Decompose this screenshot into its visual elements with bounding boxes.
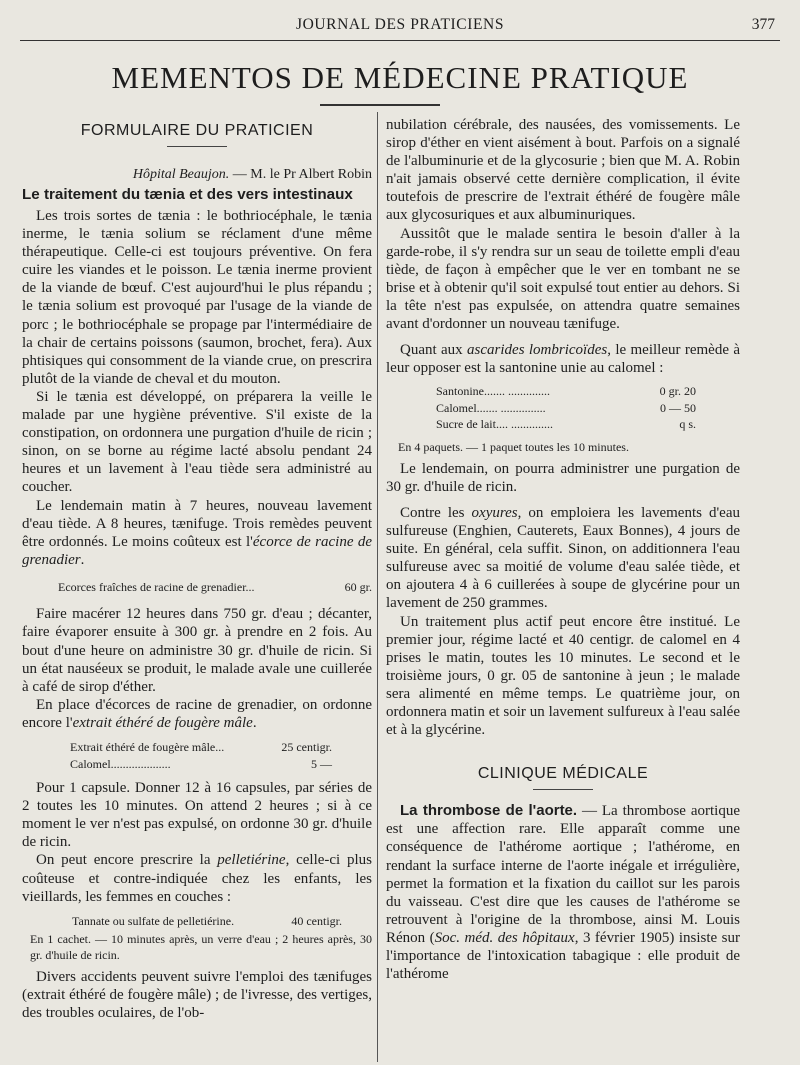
text-run: Le lendemain matin à 7 heures, nouveau lavement d'eau tiède. A 8 heures, tænifuge. Trois remèdes peuvent être ordonnés. Le moins coûteux est l'	[22, 497, 372, 550]
left-column	[22, 118, 372, 1022]
article-lead: La thrombose de l'aorte.	[400, 802, 578, 820]
article-title: Le traitement du tænia et des vers intestinaux	[22, 186, 353, 203]
prescription-row	[58, 579, 372, 596]
ingredient: Calomel....................	[70, 756, 171, 771]
spacer	[386, 496, 740, 504]
ingredient: Tannate ou sulfate de pelletiérine.	[72, 913, 235, 928]
paragraph: Divers accidents peuvent suivre l'emploi des tænifuges (extrait éthéré de fougère mâle) ; de l'ivresse, des vertiges, des troubles oculaires, de l'ob-	[22, 969, 372, 1022]
paragraph	[386, 504, 740, 613]
clinique-section	[386, 765, 740, 983]
spacer	[386, 333, 740, 341]
dose: 25 centigr.	[281, 740, 332, 755]
text-run: .	[80, 551, 85, 568]
italic-term: Soc. méd. des hôpitaux	[434, 929, 575, 946]
paragraph	[22, 497, 372, 569]
running-header	[20, 14, 780, 36]
paragraph: Un traitement plus actif peut encore être institué. Le premier jour, régime lacté et 40 centigr. de calomel en 4 prises le matin, toutes les 10 minutes. Le second et le troisième jours, 0 gr. 05 de santonine à jeun ; le malade sera alimenté en même temps. Le quatrième jour, on ordonnera matin et soir un lavement sulfureux à l'eau salée et à la glycérine.	[386, 613, 740, 739]
prescription	[58, 579, 372, 596]
prescription-row	[436, 416, 696, 433]
italic-term: extrait éthéré de fougère mâle	[72, 714, 253, 731]
byline-place: Hôpital Beaujon.	[132, 167, 230, 182]
text-run: , on emploiera les lavements d'eau sulfureuse (Enghien, Cauterets, Eaux Bonnes), 4 jours de suite. En général, cela suffit. Sinon, on additionnera l'eau sulfureuse avec sa moitié de volume d'eau salée tiède, et on ajoutera 4 à 6 cuillerées à soupe de glycérine pour un lavement de 250 grammes.	[386, 505, 740, 612]
ingredient: Sucre de lait.... ..............	[436, 417, 553, 432]
ingredient: Extrait éthéré de fougère mâle...	[70, 740, 225, 755]
dose: q s.	[679, 417, 696, 432]
section-heading-clinique: CLINIQUE MÉDICALE	[477, 765, 649, 783]
section-heading-formulaire: FORMULAIRE DU PRATICIEN	[80, 122, 314, 139]
paragraph: Le lendemain, on pourra administrer une purgation de 30 gr. d'huile de ricin.	[386, 460, 740, 495]
text-run: On peut encore prescrire la	[36, 852, 218, 869]
paragraph	[22, 851, 372, 905]
text-run: , celle-ci plus coûteuse et contre-indiquée chez les enfants, les vieillards, les femmes en couches :	[22, 852, 372, 905]
text-run: En place d'écorces de racine de grenadier, on ordonne encore l'	[22, 696, 372, 731]
prescription-note: En 1 cachet. — 10 minutes après, un verre d'eau ; 2 heures après, 30 gr. d'huile de ricin.	[30, 932, 372, 963]
byline-author: — M. le Pr Albert Robin	[229, 167, 372, 182]
paragraph: Pour 1 capsule. Donner 12 à 16 capsules, par séries de 2 toutes les 10 minutes. On attend 2 heures ; si à ce moment le ver n'est pas expulsé, on ordonne 30 gr. d'huile de ricin.	[22, 780, 372, 851]
section-rule	[533, 789, 593, 790]
ingredient: Ecorces fraîches de racine de grenadier...	[58, 579, 255, 594]
prescription	[436, 383, 696, 433]
italic-term: ascarides lombricoïdes	[467, 342, 608, 359]
prescription	[72, 913, 342, 930]
prescription-row	[70, 739, 332, 756]
dose: 0 gr. 20	[659, 384, 696, 399]
prescription-row	[436, 400, 696, 417]
text-run: — La thrombose aortique est une affection rare. Elle apparaît comme une conséquence de l'athérome aortique ; l'athérome, en rendant la surface interne de l'aorte inégale et irrégulière, permet la formation et la fixation du caillot sur les parois du vaisseau. C'est dire que les causes de l'athérome se retrouvent à l'origine de la thrombose, ainsi M. Louis Rénon (	[386, 803, 740, 946]
text-run: , le meilleur remède à leur opposer est la santonine unie au calomel :	[386, 342, 740, 377]
right-column	[386, 116, 740, 983]
paragraph: Si le tænia est développé, on préparera la veille le malade par une hygiène préventive. S'il existe de la constipation, on ordonnera une purgation d'huile de ricin ; sinon, on se borne au régime lacté absolu pendant 24 heures et un lavement à l'eau tiède sera administré au coucher.	[22, 388, 372, 496]
column-divider	[377, 112, 378, 1062]
paragraph	[22, 696, 372, 732]
paragraph	[386, 341, 740, 377]
italic-term: pelletiérine	[217, 852, 286, 869]
text-run: Contre les	[400, 505, 472, 521]
prescription-note: En 4 paquets. — 1 paquet toutes les 10 minutes.	[398, 439, 629, 454]
paragraph: Aussitôt que le malade sentira le besoin d'aller à la garde-robe, il s'y rendra sur un seau de toilette empli d'eau tiède, de façon à empêcher que le ver en tombant ne se brise et à obtenir qu'il soit expulsé tout entier au dehors. Si la tête n'est pas expulsée, on attendra quatre semaines avant d'ordonner un nouveau tænifuge.	[386, 225, 740, 333]
italic-term: oxyures	[471, 505, 518, 521]
paragraph: nubilation cérébrale, des nausées, des vomissements. Le sirop d'éther en vient aisément à bout. Parfois on a signalé de l'albuminurie et de la glycosurie ; bien que M. A. Robin n'ait jamais observé cette dernière complication, il évite toutefois de prescrire de l'extrait éthéré de fougère mâle aux glycosuriques et aux albuminuriques.	[386, 117, 740, 224]
paragraph: Faire macérer 12 heures dans 750 gr. d'eau ; décanter, faire évaporer ensuite à 300 gr. à prendre en 2 fois. Au bout d'une heure on administre 30 gr. d'huile de ricin. Si un état nauséeux se produit, le malade avale une cuillerée à café de sirop d'éther.	[22, 606, 372, 695]
ingredient: Santonine....... ..............	[436, 384, 550, 399]
prescription-row	[70, 756, 332, 773]
prescription	[70, 739, 332, 772]
title-rule	[320, 104, 440, 106]
section-rule	[167, 146, 227, 147]
text-run: , 3 février 1905) insiste sur l'importance de l'intoxication tabagique : elle produit de l'athérome	[386, 929, 740, 983]
header-rule	[20, 40, 780, 41]
dose: 60 gr.	[344, 579, 372, 594]
paragraph: Les trois sortes de tænia : le bothriocéphale, le tænia inerme, le tænia solium se réclament d'une même thérapeutique. Celle-ci est toujours préventive. On fera cuire les viandes et le poisson. Le tænia inerme provient de la viande de bœuf. C'est aujourd'hui le plus répandu ; le tænia solium est provoqué par l'usage de la viande de porc ; le bothriocéphale se propage par l'intermédiaire de la chair de certains poissons (saumon, brochet, fera). Aux phtisiques qui consomment de la viande crue, on prescrira plutôt de la viande de cheval et du mouton.	[22, 208, 372, 387]
dose: 40 centigr.	[291, 913, 342, 928]
page-number: 377	[751, 16, 775, 33]
italic-term: écorce de racine de grenadier	[22, 533, 372, 568]
paragraph	[386, 802, 740, 983]
text-run: .	[252, 714, 257, 731]
text-run: Quant aux	[400, 342, 468, 359]
byline	[22, 167, 372, 183]
page-title: MEMENTOS DE MÉDECINE PRATIQUE	[111, 60, 689, 95]
dose: 5 —	[311, 756, 332, 771]
journal-title: JOURNAL DES PRATICIENS	[295, 16, 505, 33]
dose: 0 — 50	[660, 400, 696, 415]
ingredient: Calomel....... ...............	[436, 400, 546, 415]
prescription-row	[72, 913, 342, 930]
prescription-row	[436, 383, 696, 400]
